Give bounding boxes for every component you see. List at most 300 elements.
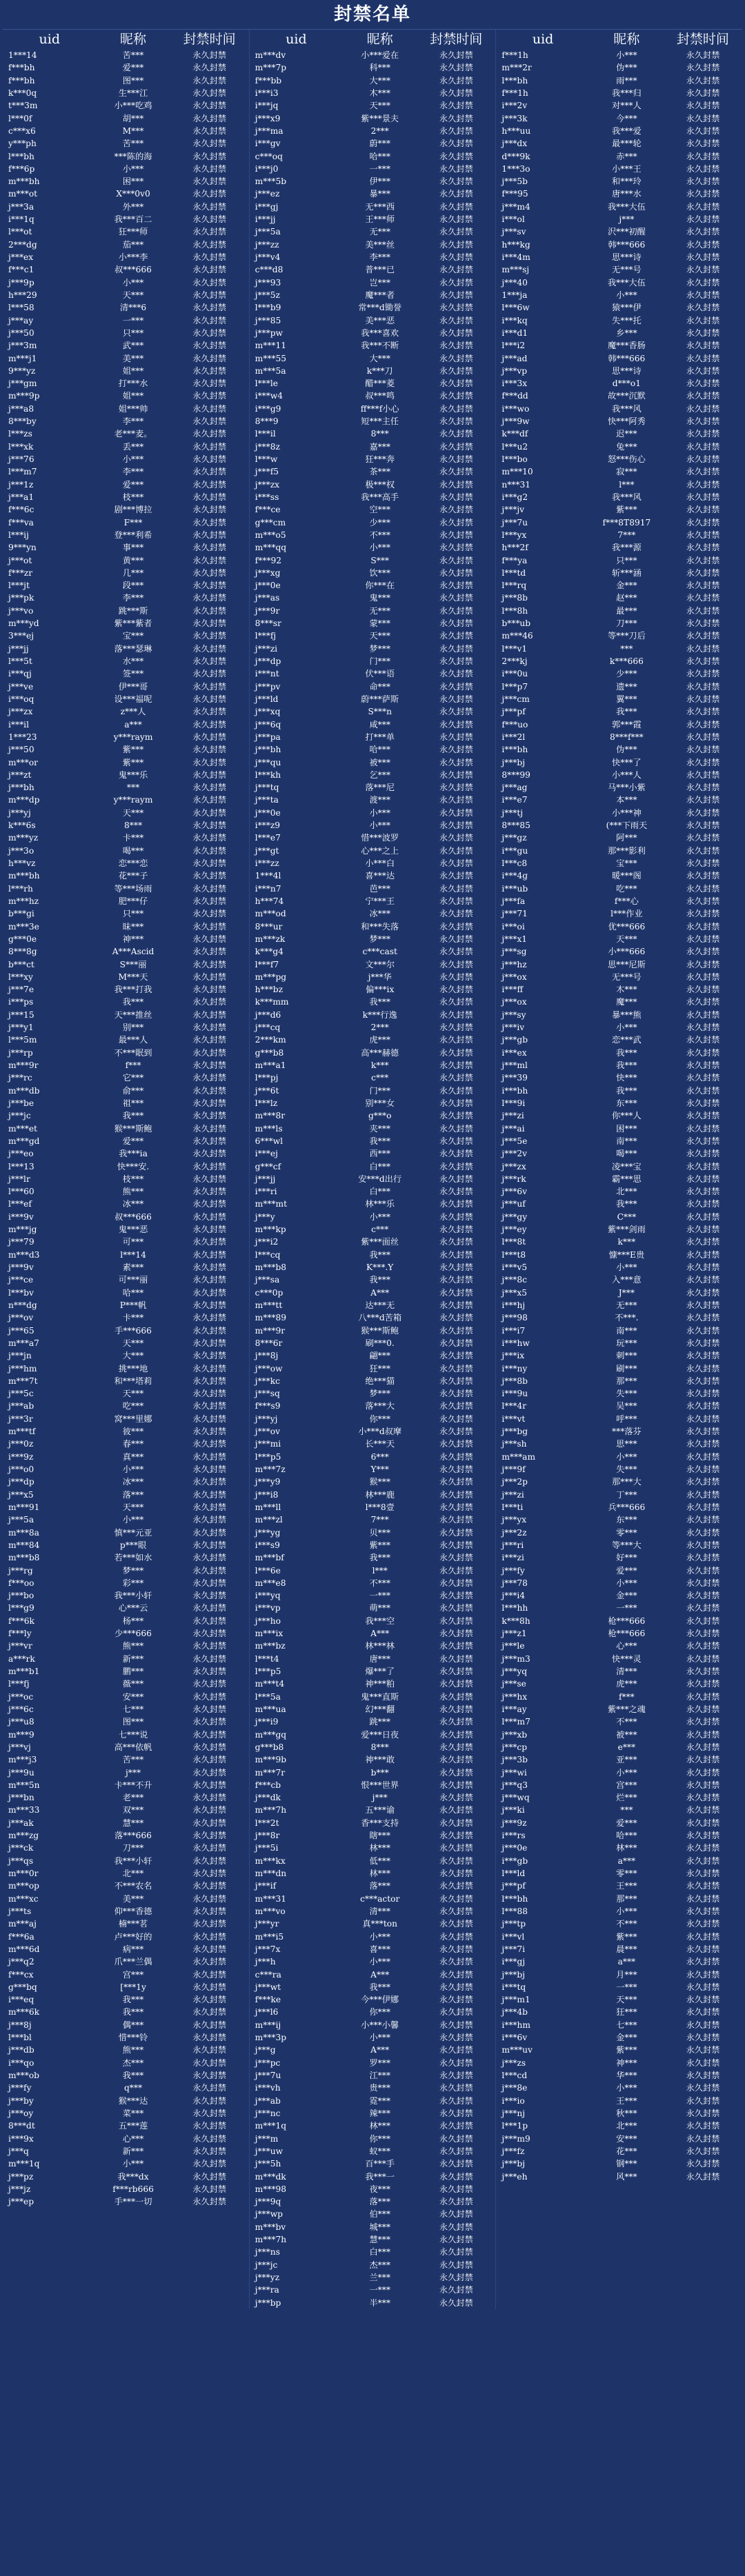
table-row	[250, 630, 496, 642]
table-row	[250, 2157, 496, 2170]
table-row	[3, 1741, 249, 1753]
nickname-cell: 被***	[616, 1729, 637, 1740]
table-row	[250, 112, 496, 125]
uid-cell: j***m4	[501, 201, 530, 212]
table-row	[496, 1325, 742, 1337]
table-row	[496, 769, 742, 781]
nickname-cell: 天***	[369, 101, 390, 111]
ban-time-cell: 永久封禁	[439, 2108, 473, 2118]
table-row	[496, 175, 742, 188]
table-row	[496, 2171, 742, 2183]
nickname-cell: 小***爱在	[361, 50, 399, 60]
uid-cell: j***ag	[501, 783, 528, 793]
ban-time-cell: 永久封禁	[686, 2171, 720, 2182]
table-row	[496, 1135, 742, 1147]
ban-time-cell: 永久封禁	[192, 2108, 226, 2118]
uid-cell: j***7x	[255, 1944, 281, 1954]
table-row	[250, 1236, 496, 1248]
table-row	[3, 1589, 249, 1602]
table-row	[250, 1653, 496, 1665]
table-row	[3, 1249, 249, 1261]
nickname-cell: 少***666	[115, 1629, 152, 1639]
uid-cell: i***zi	[501, 1553, 524, 1563]
table-row	[3, 1362, 249, 1375]
uid-cell: m***qq	[255, 543, 287, 553]
nickname-cell: 哈***	[122, 1287, 144, 1298]
header-ban-time: 封禁时间	[183, 32, 236, 47]
nickname-cell: 别***女	[365, 1098, 395, 1108]
table-row	[3, 1147, 249, 1160]
uid-cell: i***qj	[8, 669, 32, 679]
ban-time-cell: 永久封禁	[439, 1527, 473, 1538]
ban-time-cell: 永久封禁	[192, 1237, 226, 1247]
nickname-cell: 小***	[369, 543, 390, 553]
uid-cell: i***s9	[255, 1540, 280, 1550]
ban-time-cell: 永久封禁	[686, 643, 720, 654]
nickname-cell: 小***	[122, 1465, 144, 1474]
ban-time-cell: 永久封禁	[686, 1995, 720, 2005]
ban-time-cell: 永久封禁	[439, 1035, 473, 1045]
ban-time-cell: 永久封禁	[686, 429, 720, 439]
uid-cell: l***ij	[8, 530, 29, 540]
uid-cell: m***5a	[255, 365, 286, 376]
table-row	[250, 781, 496, 794]
table-row	[250, 945, 496, 958]
nickname-cell: 挑***地	[118, 1363, 148, 1373]
table-row	[250, 1551, 496, 1564]
table-row	[250, 2069, 496, 2082]
nickname-cell: 和***塔莉	[114, 1376, 152, 1386]
table-row	[250, 2297, 496, 2309]
ban-time-cell: 永久封禁	[439, 227, 473, 237]
nickname-cell: 小***d叔摩	[358, 1427, 402, 1437]
table-row	[3, 1047, 249, 1059]
uid-cell: l***xk	[8, 441, 34, 452]
ban-time-cell: 永久封禁	[686, 467, 720, 477]
nickname-cell: 我***	[122, 997, 144, 1007]
nickname-cell: 无***	[369, 605, 390, 616]
ban-time-cell: 永久封禁	[439, 581, 473, 591]
ban-time-cell: 永久封禁	[686, 1591, 720, 1601]
nickname-cell: 醋***菱	[365, 379, 395, 389]
nickname-cell: 大***	[369, 353, 390, 363]
nickname-cell: 和***失落	[361, 921, 399, 932]
table-row	[250, 263, 496, 276]
nickname-cell: 我***源	[612, 543, 642, 553]
nickname-cell: 暖***阁	[612, 871, 642, 881]
nickname-cell: 8***	[370, 429, 389, 439]
uid-cell: i***j0	[255, 163, 279, 174]
table-row	[3, 1438, 249, 1450]
ban-time-cell: 永久封禁	[686, 959, 720, 969]
table-row	[3, 1451, 249, 1463]
ban-time-cell: 永久封禁	[439, 75, 473, 85]
uid-cell: j***ld	[255, 694, 279, 704]
nickname-cell: 美***	[122, 1893, 144, 1904]
uid-cell: l***t4	[255, 1653, 279, 1664]
uid-cell: m***d3	[8, 1249, 40, 1260]
nickname-cell: 苦***	[122, 139, 144, 149]
ban-time-cell: 永久封禁	[192, 163, 226, 174]
ban-time-cell: 永久封禁	[439, 1679, 473, 1689]
uid-cell: f***1h	[501, 88, 528, 98]
ban-time-cell: 永久封禁	[439, 2083, 473, 2093]
uid-cell: j***ez	[255, 189, 280, 199]
table-row	[250, 2221, 496, 2233]
ban-time-cell: 永久封禁	[686, 1553, 720, 1563]
ban-time-cell: 永久封禁	[439, 1465, 473, 1474]
nickname-cell: 小***人	[612, 769, 642, 780]
nickname-cell: 只***	[616, 555, 637, 565]
ban-time-cell: 永久封禁	[686, 113, 720, 123]
ban-time-cell: 永久封禁	[439, 1427, 473, 1437]
table-row	[3, 630, 249, 642]
table-row	[496, 579, 742, 592]
nickname-cell: 小***吃鸡	[114, 101, 152, 111]
uid-cell: m***7r	[255, 1767, 286, 1778]
ban-time-cell: 永久封禁	[686, 1363, 720, 1373]
ban-time-cell: 永久封禁	[439, 265, 473, 275]
uid-cell: j***a8	[8, 403, 34, 414]
nickname-cell: 北***	[616, 2121, 637, 2131]
nickname-cell: 北***	[616, 1187, 637, 1197]
ban-time-cell: 永久封禁	[439, 2285, 473, 2295]
uid-cell: i***rs	[501, 1831, 526, 1841]
table-row	[496, 1034, 742, 1046]
ban-time-cell: 永久封禁	[439, 50, 473, 60]
uid-cell: j***gy	[501, 1211, 528, 1222]
table-row	[250, 427, 496, 440]
nickname-cell: 丢***	[122, 441, 144, 452]
table-row	[250, 1615, 496, 1627]
table-row	[250, 1829, 496, 1842]
table-row	[3, 1627, 249, 1640]
ban-time-cell: 永久封禁	[686, 821, 720, 831]
nickname-cell: c***cast	[362, 947, 397, 957]
ban-time-cell: 永久封禁	[439, 1199, 473, 1209]
table-row	[3, 314, 249, 327]
uid-cell: j***pw	[255, 328, 283, 338]
ban-time-cell: 永久封禁	[192, 2045, 226, 2055]
ban-time-cell: 永久封禁	[439, 1111, 473, 1121]
table-row	[3, 289, 249, 301]
table-row	[250, 617, 496, 630]
nickname-cell: 偶***	[122, 2020, 144, 2030]
ban-time-cell: 永久封禁	[686, 441, 720, 452]
ban-time-cell: 永久封禁	[192, 1527, 226, 1538]
nickname-cell: 安***d出行	[358, 1174, 402, 1184]
nickname-cell: A***Ascid	[112, 947, 155, 957]
nickname-cell: 紫***面丝	[361, 1237, 399, 1247]
table-row	[250, 1539, 496, 1551]
ban-time-cell: 永久封禁	[686, 985, 720, 995]
nickname-cell: 茄***	[122, 239, 144, 250]
table-row	[250, 1097, 496, 1109]
ban-time-cell: 永久封禁	[192, 1211, 226, 1222]
uid-cell: j***8j	[255, 1351, 279, 1361]
table-row	[496, 1981, 742, 1993]
ban-time-cell: 永久封禁	[192, 1427, 226, 1437]
nickname-cell: X***0v0	[116, 189, 150, 199]
uid-cell: c***oq	[255, 151, 283, 161]
nickname-cell: 熊***	[122, 2045, 144, 2055]
uid-cell: j***5a	[255, 227, 281, 237]
uid-cell: j***5z	[255, 290, 280, 300]
table-row	[3, 390, 249, 402]
nickname-cell: 赵***	[616, 593, 637, 603]
uid-cell: j***ex	[8, 252, 34, 262]
uid-cell: l***jt	[8, 581, 30, 591]
ban-time-cell: 永久封禁	[192, 1401, 226, 1411]
table-row	[3, 983, 249, 996]
table-row	[250, 503, 496, 516]
table-row	[3, 643, 249, 655]
nickname-cell: 吴***	[616, 1401, 637, 1411]
table-row	[496, 1993, 742, 2006]
uid-cell: j***0e	[255, 807, 281, 818]
ban-time-cell: 永久封禁	[439, 391, 473, 401]
nickname-cell: 林***	[369, 1869, 390, 1878]
nickname-cell: 熊***	[122, 1641, 144, 1651]
ban-time-cell: 永久封禁	[192, 2007, 226, 2017]
nickname-cell: 慧***	[369, 2235, 390, 2245]
uid-cell: j***93	[255, 277, 281, 288]
table-row	[250, 1715, 496, 1728]
table-row	[3, 1387, 249, 1400]
uid-cell: i***4m	[501, 252, 530, 262]
ban-time-cell: 永久封禁	[192, 821, 226, 831]
ban-time-cell: 永久封禁	[686, 454, 720, 464]
ban-time-cell: 永久封禁	[686, 1515, 720, 1525]
nickname-cell: A***	[370, 1969, 390, 1980]
ban-time-cell: 永久封禁	[686, 163, 720, 174]
table-row	[3, 895, 249, 907]
ban-time-cell: 永久封禁	[686, 769, 720, 780]
uid-cell: 8***85	[501, 821, 530, 831]
ban-time-cell: 永久封禁	[439, 1805, 473, 1815]
table-row	[250, 251, 496, 263]
uid-cell: j***dp	[255, 656, 281, 666]
ban-time-cell: 永久封禁	[686, 365, 720, 376]
nickname-cell: j***	[126, 1767, 141, 1778]
nickname-cell: a***	[617, 1957, 636, 1967]
ban-time-cell: 永久封禁	[686, 214, 720, 225]
ban-time-cell: 永久封禁	[686, 1262, 720, 1272]
table-row	[496, 643, 742, 655]
ban-time-cell: 永久封禁	[439, 719, 473, 729]
ban-time-cell: 永久封禁	[192, 2121, 226, 2131]
uid-cell: i***ay	[501, 1704, 527, 1714]
table-row	[250, 567, 496, 579]
uid-cell: i***gu	[501, 845, 528, 856]
ban-time-cell: 永久封禁	[439, 909, 473, 919]
uid-cell: i***z9	[255, 821, 281, 831]
uid-cell: m***ua	[255, 1704, 286, 1714]
nickname-cell: 我***百二	[114, 214, 152, 225]
ban-time-cell: 永久封禁	[439, 1249, 473, 1260]
ban-time-cell: 永久封禁	[686, 239, 720, 250]
ban-time-cell: 永久封禁	[686, 896, 720, 906]
uid-cell: l***ti	[501, 1502, 524, 1512]
table-row	[3, 1905, 249, 1918]
uid-cell: j***dx	[501, 139, 528, 149]
table-row	[250, 971, 496, 983]
ban-time-cell: 永久封禁	[686, 1287, 720, 1298]
uid-cell: j***rk	[501, 1174, 526, 1184]
ban-time-cell: 永久封禁	[686, 2146, 720, 2156]
table-row	[250, 1779, 496, 1791]
ban-time-cell: 永久封禁	[192, 921, 226, 932]
ban-time-cell: 永久封禁	[686, 757, 720, 767]
uid-cell: 3***ej	[8, 631, 34, 641]
ban-time-cell: 永久封禁	[192, 1869, 226, 1878]
nickname-cell: 林***	[369, 2121, 390, 2131]
table-row	[250, 2271, 496, 2284]
nickname-cell: 无***号	[612, 265, 642, 275]
uid-cell: j***ox	[501, 997, 527, 1007]
table-row	[3, 857, 249, 869]
uid-cell: g***cm	[255, 517, 286, 527]
ban-time-cell: 永久封禁	[686, 1641, 720, 1651]
uid-cell: j***be	[8, 1098, 34, 1108]
table-row	[3, 681, 249, 693]
ban-time-cell: 永久封禁	[439, 1843, 473, 1853]
uid-cell: h***74	[255, 896, 284, 906]
uid-cell: i***yq	[255, 1591, 281, 1601]
nickname-cell: 它***	[122, 1073, 144, 1083]
nickname-cell: 图***	[122, 75, 144, 85]
ban-time-cell: 永久封禁	[686, 416, 720, 427]
table-row	[250, 958, 496, 971]
table-row	[250, 150, 496, 163]
uid-cell: m***a7	[8, 1338, 39, 1348]
table-row	[3, 1311, 249, 1324]
nickname-cell: 紫***	[369, 1540, 390, 1550]
nickname-cell: 落***	[369, 2197, 390, 2207]
nickname-cell: 霓***	[369, 2095, 390, 2106]
ban-time-cell: 永久封禁	[439, 303, 473, 313]
table-row	[496, 2095, 742, 2107]
ban-time-cell: 永久封禁	[192, 745, 226, 755]
table-row	[496, 427, 742, 440]
uid-cell: m***9	[8, 1729, 34, 1740]
ban-time-cell: 永久封禁	[192, 2033, 226, 2043]
table-row	[496, 1741, 742, 1753]
uid-cell: j***lr	[8, 1174, 30, 1184]
ban-time-cell: 永久封禁	[192, 1717, 226, 1727]
table-row	[3, 1261, 249, 1274]
table-row	[250, 743, 496, 756]
nickname-cell: 鬼***恶	[118, 1225, 148, 1235]
uid-cell: j***ml	[501, 1060, 528, 1070]
nickname-cell: 我***归	[612, 88, 642, 98]
ban-time-cell: 永久封禁	[192, 959, 226, 969]
uid-cell: j***zx	[8, 707, 33, 717]
table-row	[496, 74, 742, 87]
table-row	[3, 1513, 249, 1526]
ban-time-cell: 永久封禁	[686, 1565, 720, 1576]
nickname-cell: 木***	[616, 985, 637, 995]
uid-cell: l***5t	[8, 656, 32, 666]
nickname-cell: 夹***	[369, 1123, 390, 1134]
uid-cell: j***5h	[255, 2159, 281, 2169]
table-row	[250, 769, 496, 781]
ban-time-cell: 永久封禁	[439, 492, 473, 502]
ban-time-cell: 永久封禁	[439, 732, 473, 742]
nickname-cell: 枪***666	[608, 1629, 646, 1639]
table-row	[496, 1160, 742, 1173]
uid-cell: j***u8	[8, 1717, 34, 1727]
nickname-cell: 小***	[616, 1451, 637, 1462]
uid-cell: m***hz	[8, 896, 39, 906]
ban-time-cell: 永久封禁	[439, 947, 473, 957]
table-row	[3, 933, 249, 945]
uid-cell: l***e7	[255, 833, 281, 843]
nickname-cell: 幻***翻	[365, 1704, 395, 1714]
nickname-cell: 斩***涵	[612, 567, 642, 578]
table-row	[3, 1943, 249, 1955]
uid-cell: j***o0	[8, 1465, 34, 1474]
table-row	[250, 869, 496, 882]
nickname-cell: ***	[126, 783, 140, 793]
ban-time-cell: 永久封禁	[686, 1931, 720, 1942]
table-row	[496, 1097, 742, 1109]
table-row	[250, 554, 496, 567]
table-row	[3, 529, 249, 541]
ban-time-cell: 永久封禁	[686, 605, 720, 616]
nickname-cell: 快***灵	[612, 1653, 642, 1664]
uid-cell: g***cf	[255, 1161, 281, 1171]
table-row	[496, 1842, 742, 1854]
ban-time-cell: 永久封禁	[686, 1465, 720, 1474]
uid-cell: j***jv	[501, 505, 525, 515]
ban-time-cell: 永久封禁	[439, 113, 473, 123]
uid-cell: i***i3	[255, 88, 279, 98]
uid-cell: m***vo	[255, 1906, 286, 1916]
nickname-cell: 喝***	[616, 1149, 637, 1159]
nickname-cell: ff***f小心	[360, 403, 399, 414]
uid-cell: l***ef	[8, 1199, 32, 1209]
nickname-cell: 小***	[369, 1211, 390, 1222]
table-row	[250, 693, 496, 705]
table-row	[496, 655, 742, 667]
ban-time-cell: 永久封禁	[439, 2133, 473, 2144]
nickname-cell: 百***手	[365, 2159, 395, 2169]
uid-cell: m***et	[8, 1123, 37, 1134]
ban-time-cell: 永久封禁	[439, 1893, 473, 1904]
ban-time-cell: 永久封禁	[686, 139, 720, 149]
nickname-cell: 木***	[369, 88, 390, 98]
ban-time-cell: 永久封禁	[192, 947, 226, 957]
nickname-cell: 真***ton	[362, 1919, 397, 1929]
ban-time-cell: 永久封禁	[439, 1023, 473, 1033]
ban-time-cell: 永久封禁	[439, 1881, 473, 1891]
uid-cell: j***wq	[501, 1793, 530, 1803]
uid-cell: j***pv	[255, 681, 281, 692]
ban-time-cell: 永久封禁	[686, 517, 720, 527]
ban-time-cell: 永久封禁	[686, 1653, 720, 1664]
uid-cell: 8***ur	[255, 921, 283, 932]
table-row	[250, 2082, 496, 2094]
table-row	[3, 731, 249, 743]
table-row	[496, 2120, 742, 2132]
nickname-cell: 刺***	[616, 1351, 637, 1361]
uid-cell: j***z1	[501, 1629, 527, 1639]
nickname-cell: 魔***者	[365, 290, 395, 300]
table-row	[496, 516, 742, 529]
uid-cell: m***kp	[255, 1225, 286, 1235]
nickname-cell: 失***	[616, 1389, 637, 1399]
